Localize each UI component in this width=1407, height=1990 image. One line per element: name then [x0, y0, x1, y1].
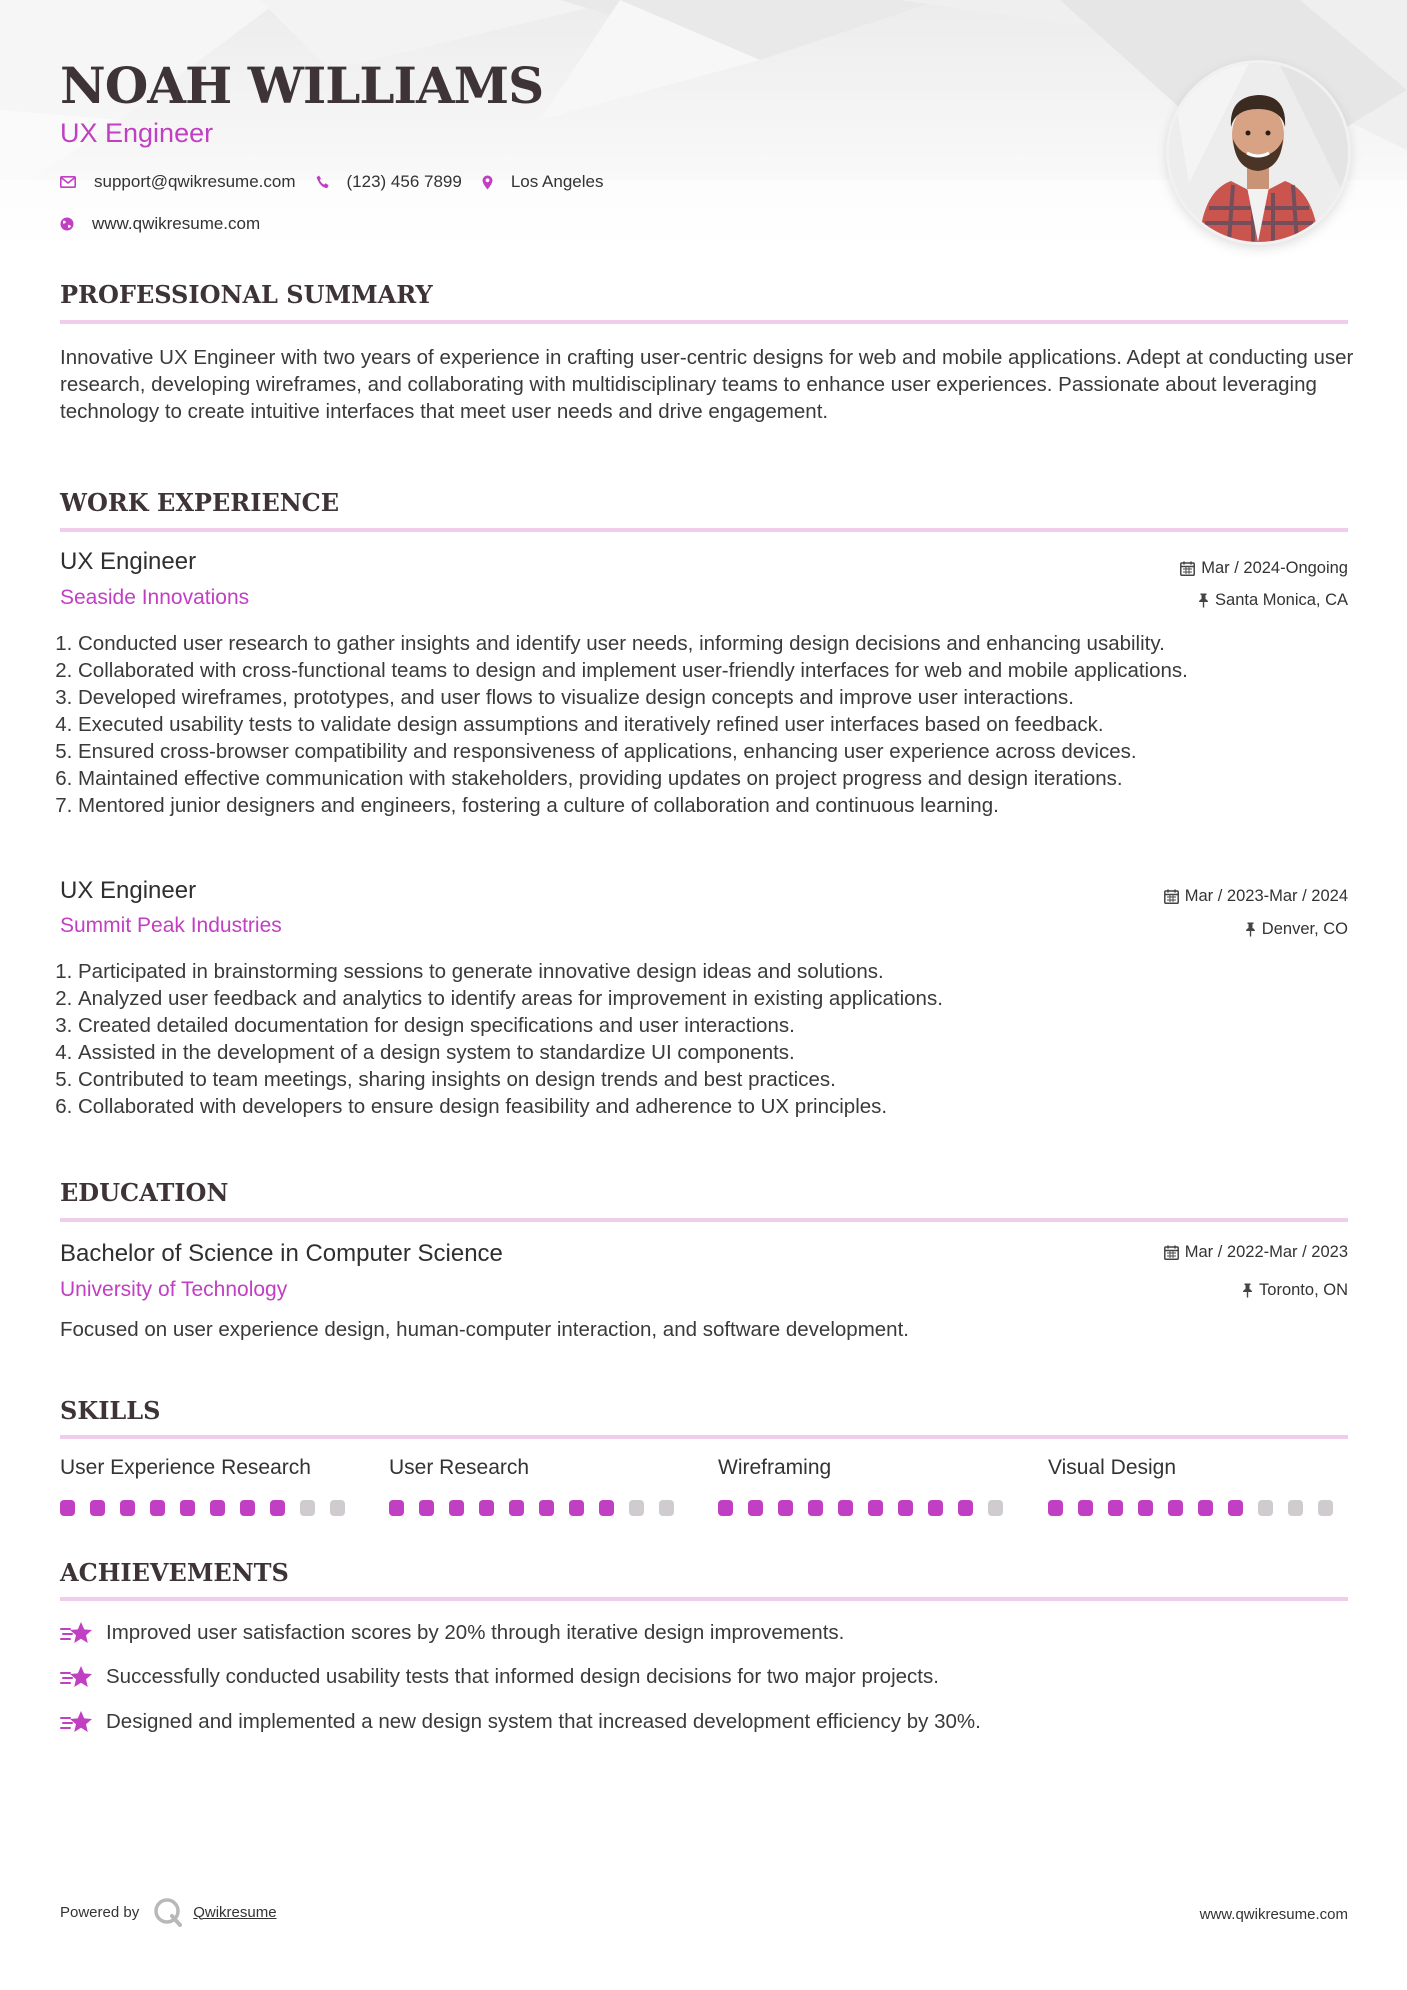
- education-degree: Bachelor of Science in Computer Science: [60, 1240, 503, 1267]
- education-location-text: Toronto, ON: [1259, 1281, 1348, 1299]
- skill-dot-filled: [270, 1500, 285, 1516]
- list-item: 3. Created detailed documentation for design specifications and user interactions.: [78, 1012, 1378, 1039]
- skill-dot-filled: [1198, 1500, 1213, 1516]
- qwikresume-link[interactable]: Qwikresume: [193, 1903, 277, 1921]
- contact-phone[interactable]: [316, 172, 462, 192]
- contact-row-2: [60, 214, 280, 234]
- pushpin-icon: [1245, 922, 1256, 937]
- skill-dot-filled: [389, 1500, 404, 1516]
- job-2-title: UX Engineer: [60, 877, 197, 904]
- candidate-name: NOAH WILLIAMS: [60, 56, 544, 115]
- achievement-text: Improved user satisfaction scores by 20% through iterative design improvements.: [106, 1621, 845, 1644]
- phone-icon: [316, 175, 329, 189]
- pushpin-icon: [1198, 593, 1209, 608]
- skill-dot-filled: [1078, 1500, 1093, 1516]
- skill-item: [60, 1456, 360, 1516]
- skill-dot-filled: [90, 1500, 105, 1516]
- list-item: 4. Assisted in the development of a design system to standardize UI components.: [78, 1039, 1378, 1066]
- job-1-location-text: Santa Monica, CA: [1215, 591, 1348, 609]
- education-divider: [60, 1218, 1348, 1222]
- skill-dot-filled: [60, 1500, 75, 1516]
- skill-name: User Research: [389, 1456, 530, 1479]
- education-description: Focused on user experience design, human-computer interaction, and software development.: [60, 1318, 909, 1341]
- achievement-item: [60, 1620, 844, 1646]
- list-item: 5. Contributed to team meetings, sharing insights on design trends and best practices.: [78, 1066, 1378, 1093]
- skill-name: Wireframing: [718, 1456, 832, 1479]
- skill-dot-filled: [1048, 1500, 1063, 1516]
- powered-by-label: Powered by: [60, 1903, 140, 1921]
- job-2-dates-text: Mar / 2023-Mar / 2024: [1184, 887, 1348, 905]
- skill-dot-filled: [1228, 1500, 1243, 1516]
- skill-dot-filled: [868, 1500, 883, 1516]
- contact-row-1: [60, 172, 623, 192]
- achievement-item: [60, 1709, 981, 1735]
- skill-dot-filled: [599, 1500, 614, 1516]
- list-item: 4. Executed usability tests to validate design assumptions and iteratively refined user interfaces based on feedback.: [78, 711, 1378, 738]
- skill-item: [718, 1456, 1018, 1516]
- qwikresume-logo-icon: [153, 1897, 183, 1927]
- skill-item: [389, 1456, 689, 1516]
- shooting-star-icon: [60, 1620, 94, 1646]
- footer-website[interactable]: www.qwikresume.com: [1199, 1906, 1348, 1923]
- skill-dot-filled: [1108, 1500, 1123, 1516]
- contact-location: [482, 172, 604, 192]
- list-item: 6. Collaborated with developers to ensure design feasibility and adherence to UX principles.: [78, 1093, 1378, 1120]
- list-item: 7. Mentored junior designers and engineers, fostering a culture of collaboration and continuous learning.: [78, 792, 1378, 819]
- job-2-company: Summit Peak Industries: [60, 914, 282, 937]
- summary-divider: [60, 320, 1348, 324]
- list-item: 1. Participated in brainstorming sessions to generate innovative design ideas and solutions.: [78, 958, 1378, 985]
- education-heading: EDUCATION: [60, 1178, 229, 1207]
- education-school: University of Technology: [60, 1278, 288, 1301]
- phone-text: (123) 456 7899: [346, 172, 462, 191]
- skill-dot-filled: [1138, 1500, 1153, 1516]
- education-dates-text: Mar / 2022-Mar / 2023: [1184, 1243, 1348, 1261]
- education-dates: [1164, 1243, 1348, 1262]
- skill-dot-empty: [988, 1500, 1003, 1516]
- list-item: 6. Maintained effective communication with stakeholders, providing updates on project progress and design iterations.: [78, 765, 1378, 792]
- skill-dot-filled: [240, 1500, 255, 1516]
- skill-dot-filled: [479, 1500, 494, 1516]
- skill-level-meter: [718, 1500, 1018, 1516]
- pushpin-icon: [1242, 1283, 1253, 1298]
- skill-dot-empty: [1318, 1500, 1333, 1516]
- skills-heading: SKILLS: [60, 1396, 161, 1425]
- location-text: Los Angeles: [510, 172, 604, 191]
- skill-dot-filled: [120, 1500, 135, 1516]
- skill-dot-empty: [330, 1500, 345, 1516]
- calendar-icon: [1180, 561, 1195, 576]
- job-1-dates-text: Mar / 2024-Ongoing: [1201, 559, 1348, 577]
- skill-dot-filled: [1168, 1500, 1183, 1516]
- skill-dot-empty: [1288, 1500, 1303, 1516]
- skill-dot-empty: [1258, 1500, 1273, 1516]
- skill-dot-filled: [180, 1500, 195, 1516]
- contact-website[interactable]: [60, 214, 260, 234]
- achievements-divider: [60, 1597, 1348, 1601]
- calendar-icon: [1164, 1245, 1179, 1260]
- skill-dot-filled: [210, 1500, 225, 1516]
- skill-dot-empty: [659, 1500, 674, 1516]
- skill-dot-filled: [419, 1500, 434, 1516]
- experience-heading: WORK EXPERIENCE: [60, 488, 340, 517]
- achievement-text: Designed and implemented a new design system that increased development efficiency by 30%.: [106, 1710, 981, 1733]
- experience-divider: [60, 528, 1348, 532]
- skill-dot-filled: [808, 1500, 823, 1516]
- location-pin-icon: [482, 175, 493, 190]
- skill-level-meter: [60, 1500, 360, 1516]
- list-item: 3. Developed wireframes, prototypes, and user flows to visualize design concepts and improve user interactions.: [78, 684, 1378, 711]
- globe-icon: [60, 217, 74, 231]
- email-text: support@qwikresume.com: [94, 172, 296, 191]
- skill-dot-empty: [629, 1500, 644, 1516]
- job-2-location-text: Denver, CO: [1261, 920, 1348, 938]
- website-text: www.qwikresume.com: [92, 214, 261, 233]
- contact-email[interactable]: [60, 172, 296, 192]
- skill-name: Visual Design: [1048, 1456, 1177, 1479]
- job-2-location: [1245, 920, 1348, 939]
- achievement-text: Successfully conducted usability tests that informed design decisions for two major projects.: [106, 1665, 939, 1688]
- skill-dot-filled: [898, 1500, 913, 1516]
- skill-dot-filled: [539, 1500, 554, 1516]
- achievements-heading: ACHIEVEMENTS: [60, 1558, 289, 1587]
- skill-dot-filled: [569, 1500, 584, 1516]
- list-item: 2. Collaborated with cross-functional teams to design and implement user-friendly interfaces for web and mobile applications.: [78, 657, 1378, 684]
- list-item: 5. Ensured cross-browser compatibility and responsiveness of applications, enhancing user experience across devices.: [78, 738, 1378, 765]
- skill-item: [1048, 1456, 1348, 1516]
- skills-divider: [60, 1435, 1348, 1439]
- skill-dot-filled: [509, 1500, 524, 1516]
- list-item: 1. Conducted user research to gather insights and identify user needs, informing design decisions and enhancing usability.: [78, 630, 1378, 657]
- job-1-location: [1198, 591, 1348, 610]
- skill-dot-empty: [300, 1500, 315, 1516]
- job-2-bullets: [60, 958, 1378, 1120]
- skill-dot-filled: [718, 1500, 733, 1516]
- skill-dot-filled: [928, 1500, 943, 1516]
- candidate-title: UX Engineer: [60, 118, 214, 148]
- job-1-company: Seaside Innovations: [60, 586, 250, 609]
- shooting-star-icon: [60, 1709, 94, 1735]
- summary-text: Innovative UX Engineer with two years of experience in crafting user-centric designs for web and mobile applications. Adept at conducting user research, developing wireframes, and collaborating with multidisciplinary teams to enhance user experiences. Passionate about leveraging technology to create intuitive interfaces that meet user needs and drive engagement.: [60, 346, 1354, 423]
- shooting-star-icon: [60, 1664, 94, 1690]
- footer-powered-by: [60, 1897, 277, 1927]
- skill-dot-filled: [778, 1500, 793, 1516]
- job-1-title: UX Engineer: [60, 548, 197, 575]
- skill-dot-filled: [958, 1500, 973, 1516]
- education-location: [1242, 1281, 1348, 1300]
- profile-photo: [1169, 63, 1348, 242]
- skill-level-meter: [1048, 1500, 1348, 1516]
- skill-dot-filled: [748, 1500, 763, 1516]
- list-item: 2. Analyzed user feedback and analytics to identify areas for improvement in existing applications.: [78, 985, 1378, 1012]
- skill-name: User Experience Research: [60, 1456, 311, 1479]
- skill-dot-filled: [838, 1500, 853, 1516]
- job-1-bullets: [60, 630, 1378, 819]
- skill-level-meter: [389, 1500, 689, 1516]
- achievement-item: [60, 1664, 939, 1690]
- job-1-dates: [1180, 559, 1348, 578]
- calendar-icon: [1164, 889, 1179, 904]
- summary-heading: PROFESSIONAL SUMMARY: [60, 280, 433, 309]
- envelope-icon: [60, 176, 76, 188]
- job-2-dates: [1164, 887, 1348, 906]
- skill-dot-filled: [449, 1500, 464, 1516]
- skill-dot-filled: [150, 1500, 165, 1516]
